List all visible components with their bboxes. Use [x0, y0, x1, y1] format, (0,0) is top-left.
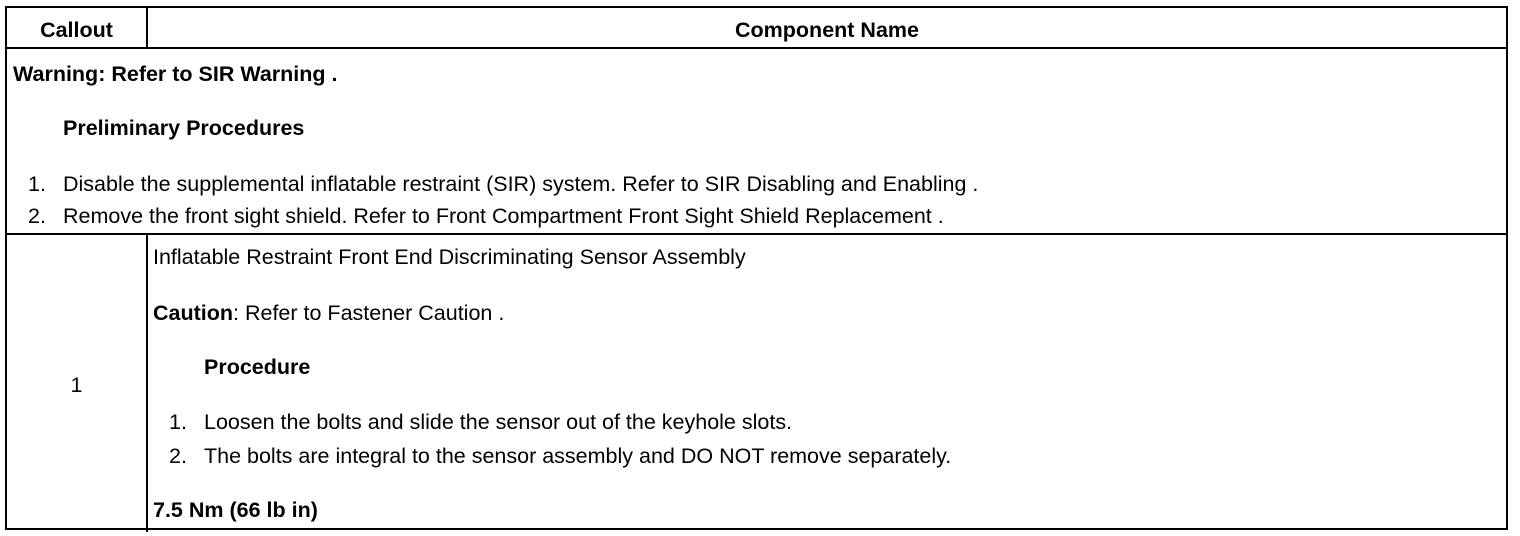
torque-spec: 7.5 Nm (66 lb in): [153, 498, 318, 522]
caution-text: : Refer to Fastener Caution .: [233, 301, 505, 325]
procedure-heading: Procedure: [204, 355, 311, 379]
intro-step-2: Remove the front sight shield. Refer to Front Compartment Front Sight Shield Replacement .: [63, 204, 944, 228]
header-component-name: Component Name: [735, 18, 919, 42]
warning-line: [13, 61, 338, 87]
warning-text: : Refer to SIR Warning .: [98, 62, 338, 86]
row-step-2: The bolts are integral to the sensor assembly and DO NOT remove separately.: [204, 444, 952, 468]
header-callout: Callout: [40, 18, 113, 42]
header-divider: [146, 8, 148, 48]
header-bottom-rule: [7, 47, 1506, 49]
callout-number: 1: [70, 373, 83, 397]
procedure-table: [5, 6, 1508, 530]
intro-bottom-rule: [7, 233, 1506, 235]
intro-step-1-num: 1.: [28, 172, 46, 196]
warning-label: Warning: [13, 62, 99, 86]
row-step-2-num: 2.: [169, 444, 187, 468]
caution-line: [153, 300, 504, 326]
intro-step-2-num: 2.: [28, 204, 46, 228]
component-name: Inflatable Restraint Front End Discriminating Sensor Assembly: [153, 245, 746, 269]
row-step-1-num: 1.: [169, 410, 187, 434]
intro-step-1: Disable the supplemental inflatable restraint (SIR) system. Refer to SIR Disabling and Enabling .: [63, 172, 979, 196]
row-divider: [146, 234, 148, 532]
preliminary-heading: Preliminary Procedures: [63, 116, 305, 140]
caution-label: Caution: [153, 301, 234, 325]
row-step-1: Loosen the bolts and slide the sensor out of the keyhole slots.: [204, 410, 793, 434]
